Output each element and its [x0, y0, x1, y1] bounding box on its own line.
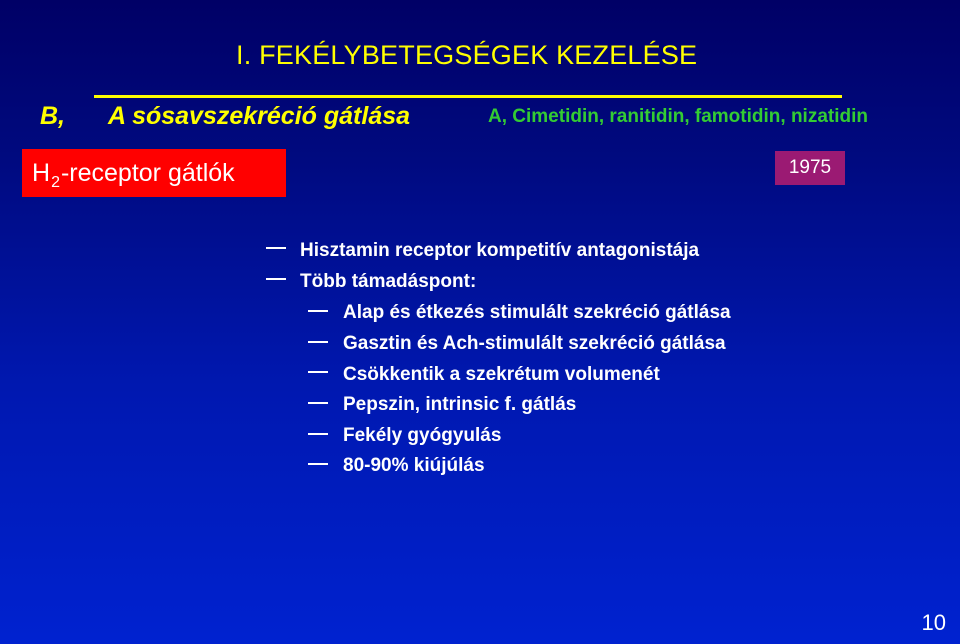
receptor-label-box: [22, 149, 286, 197]
receptor-suffix: -receptor gátlók: [60, 159, 235, 187]
slide-title: I. FEKÉLYBETEGSÉGEK KEZELÉSE: [236, 40, 698, 70]
sub-bullet-dash: [308, 402, 328, 404]
section-title: A sósavszekréció gátlása: [108, 102, 411, 130]
sub-bullet-item: 80-90% kiújúlás: [343, 455, 485, 476]
sub-bullet-dash: [308, 463, 328, 465]
bullet-dash: [266, 247, 286, 249]
sub-bullet-dash: [308, 310, 328, 312]
sub-bullet-item: Fekély gyógyulás: [343, 425, 502, 446]
sub-bullet-dash: [308, 433, 328, 435]
bullet-item: Több támadáspont:: [300, 271, 477, 292]
drug-list: A, Cimetidin, ranitidin, famotidin, nizatidin: [488, 106, 868, 127]
bullet-item: Hisztamin receptor kompetitív antagonistája: [300, 240, 700, 261]
sub-bullet-dash: [308, 341, 328, 343]
receptor-subscript: 2: [51, 174, 60, 191]
sub-bullet-item: Csökkentik a szekrétum volumenét: [343, 364, 660, 385]
sub-bullet-item: Pepszin, intrinsic f. gátlás: [343, 394, 577, 415]
sub-bullet-item: Gasztin és Ach-stimulált szekréció gátlása: [343, 333, 726, 354]
year-badge: 1975: [775, 151, 845, 185]
title-underline: [94, 95, 842, 98]
sub-bullet-dash: [308, 371, 328, 373]
page-number: 10: [921, 610, 946, 635]
section-letter: B,: [40, 102, 65, 130]
bullet-dash: [266, 278, 286, 280]
sub-bullet-item: Alap és étkezés stimulált szekréció gátlása: [343, 302, 731, 323]
receptor-prefix: H: [32, 159, 51, 187]
